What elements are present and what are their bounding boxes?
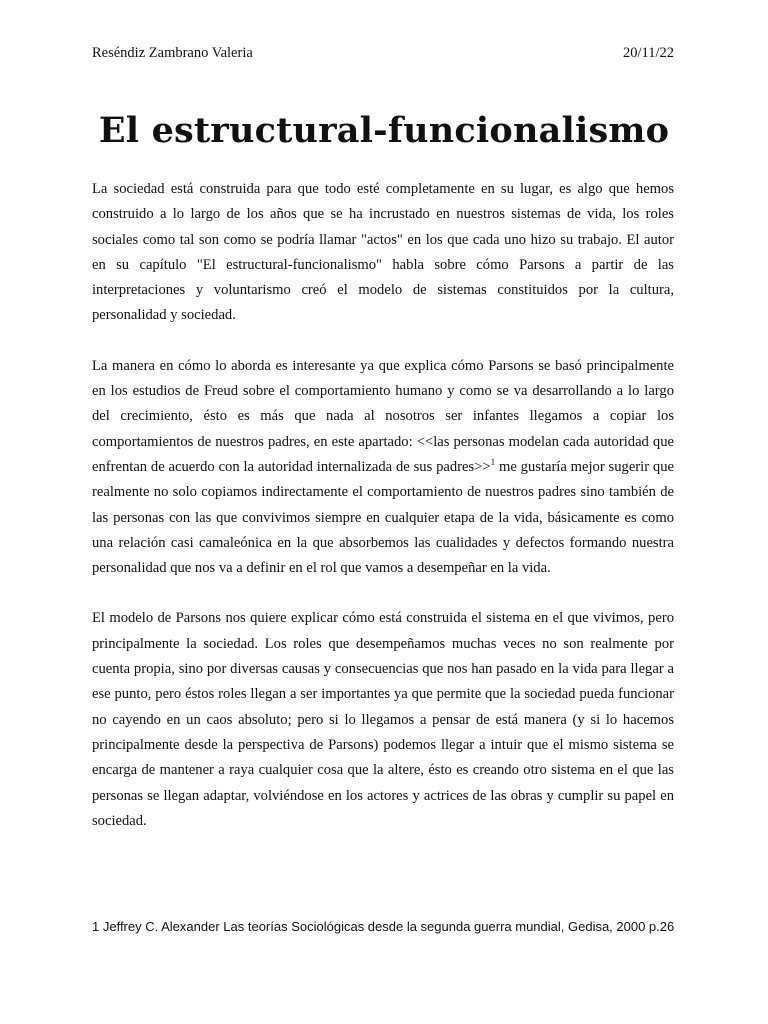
- footnote: 1 Jeffrey C. Alexander Las teorías Sociológicas desde la segunda guerra mundial, Gedisa, 2000 p.26: [92, 919, 675, 934]
- document-date: 20/11/22: [622, 45, 674, 61]
- document-title: El estructural-funcionalismo: [98, 110, 670, 151]
- author-name: Reséndiz Zambrano Valeria: [92, 45, 253, 61]
- page-header: [92, 44, 674, 64]
- paragraph-3: El modelo de Parsons nos quiere explicar cómo está construida el sistema en el que vivimos, pero principalmente la sociedad. Los roles que desempeñamos muchas veces no son realmente por cuenta propia, sino por diversas causas y consecuencias que nos han pasado en la vida para llegar a ese punto, pero éstos roles llegan a ser importantes ya que permite que la sociedad pueda funcionar no cayendo en un caos absoluto; pero si lo llegamos a pensar de está manera (y si lo hacemos principalmente desde la perspectiva de Parsons) podemos llegar a intuir que el mismo sistema se encarga de mantener a raya cualquier cosa que la altere, ésto es creando otro sistema en el que las personas se llegan adaptar, volviéndose en los actores y actrices de las obras y cumplir su papel en sociedad.: [92, 610, 674, 829]
- paragraph-2-text-a: La manera en cómo lo aborda es interesante ya que explica cómo Parsons se basó principalmente en los estudios de Freud sobre el comportamiento humano y como se va desarrollando a lo largo del crecimiento, ésto es más que nada al nosotros ser infantes llegamos a copiar los comportamientos de nuestros padres, en este apartado: <<las personas modelan cada autoridad que enfrentan de acuerdo con la autoridad internalizada de sus padres>>: [92, 357, 674, 475]
- footnote-reference: 1: [490, 457, 496, 468]
- paragraph-2: [92, 354, 674, 582]
- paragraph-2-text-b: me gustaría mejor sugerir que realmente no solo copiamos indirectamente el comportamiento de nuestros padres sino también de las personas con las que convivimos siempre en cualquier etapa de la vida, básicamente es como una relación casi camaleónica en la que absorbemos las cualidades y defectos formando nuestra personalidad que nos va a definir en el rol que vamos a desempeñar en la vida.: [92, 458, 674, 577]
- document-body: [92, 177, 674, 859]
- paragraph-1: La sociedad está construida para que todo esté completamente en su lugar, es algo que hemos construido a lo largo de los años que se ha incrustado en nuestros sistemas de vida, los roles sociales como tal son como se podría llamar "actos" en los que cada uno hizo su trabajo. El autor en su capítulo "El estructural-funcionalismo" habla sobre cómo Parsons a partir de las interpretaciones y voluntarismo creó el modelo de sistemas constituidos por la cultura, personalidad y sociedad.: [92, 181, 674, 324]
